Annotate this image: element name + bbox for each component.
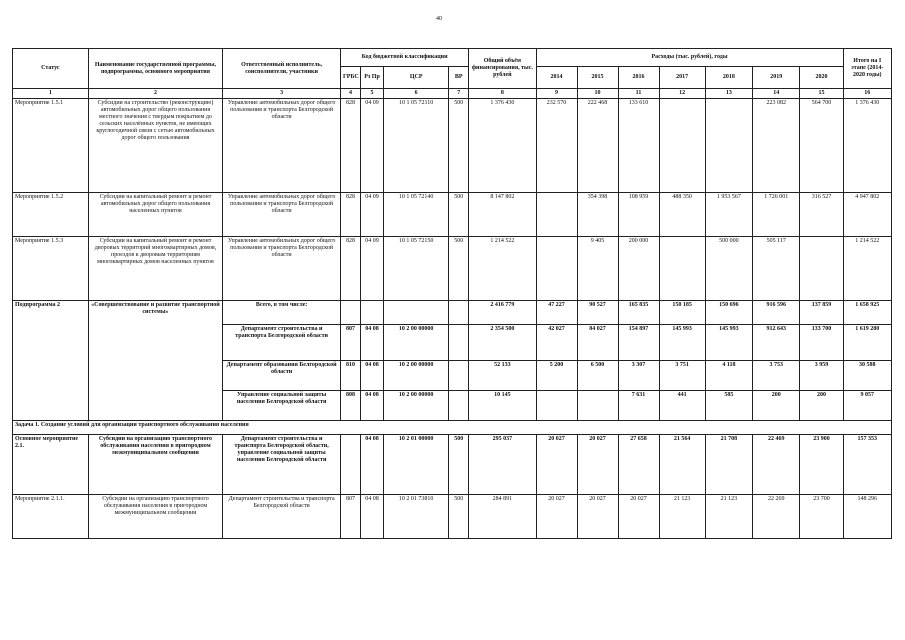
row-year-value: 21 123	[705, 495, 752, 539]
row-status: Мероприятие 1.5.2	[13, 193, 89, 237]
row-executor: Управление автомобильных дорог общего пользования и транспорта Белгородской области	[223, 99, 341, 193]
row-itog: 1 376 430	[843, 99, 891, 193]
subprogram-status: Подпрограмма 2	[13, 301, 89, 421]
column-index: 10	[577, 89, 618, 99]
row-executor: Всего, в том числе:	[223, 301, 341, 325]
row-itog: 9 057	[843, 391, 891, 421]
row-vr: 500	[449, 193, 469, 237]
row-year-value: 4 118	[705, 361, 752, 391]
column-index: 8	[469, 89, 536, 99]
row-year-value: 200	[753, 391, 800, 421]
row-year-value: 22 469	[753, 435, 800, 495]
column-index: 2	[88, 89, 223, 99]
row-year-value: 133 700	[800, 325, 843, 361]
row-year-value: 21 123	[659, 495, 705, 539]
budget-table	[12, 48, 892, 539]
row-executor: Управление автомобильных дорог общего пользования и транспорта Белгородской области	[223, 237, 341, 301]
column-index: 9	[536, 89, 577, 99]
row-vr	[449, 391, 469, 421]
row-csr	[384, 301, 449, 325]
row-vr: 500	[449, 435, 469, 495]
column-index: 3	[223, 89, 341, 99]
page-number: 40	[436, 16, 442, 22]
header-program-name: Наименование государственной программы, подпрограммы, основного мероприятия	[88, 49, 223, 89]
row-vr	[449, 301, 469, 325]
row-grbs	[340, 301, 360, 325]
column-index: 14	[753, 89, 800, 99]
row-year-value: 20 027	[577, 435, 618, 495]
row-year-value: 84 027	[577, 325, 618, 361]
row-total: 8 147 802	[469, 193, 536, 237]
row-year-value: 6 500	[577, 361, 618, 391]
row-year-value: 150 696	[705, 301, 752, 325]
row-status: Мероприятие 2.1.1.	[13, 495, 89, 539]
row-grbs: 808	[340, 391, 360, 421]
header-year: 2015	[577, 67, 618, 89]
row-rzpr: 04 09	[360, 237, 383, 301]
row-csr: 10 1 05 72110	[384, 99, 449, 193]
row-year-value: 9 405	[577, 237, 618, 301]
row-executor: Департамент строительства и транспорта Белгородской области, управление социальной защиты населения Белгородской области	[223, 435, 341, 495]
column-index-row	[13, 89, 892, 99]
row-year-value: 23 700	[800, 495, 843, 539]
row-year-value: 316 527	[800, 193, 843, 237]
row-name: Субсидии на капитальный ремонт и ремонт дворовых территорий многоквартирных домов, проездов к дворовым территориям многоквартирных домов населенных пунктов	[88, 237, 223, 301]
row-year-value: 200 000	[618, 237, 659, 301]
header-status: Статус	[13, 49, 89, 89]
row-total: 1 376 430	[469, 99, 536, 193]
row-year-value	[536, 237, 577, 301]
row-csr: 10 2 01 73810	[384, 495, 449, 539]
header-year: 2014	[536, 67, 577, 89]
row-executor: Департамент образования Белгородской области	[223, 361, 341, 391]
column-index: 16	[843, 89, 891, 99]
row-rzpr: 04 09	[360, 193, 383, 237]
row-grbs: 807	[340, 495, 360, 539]
row-csr: 10 2 00 00000	[384, 325, 449, 361]
row-itog: 148 296	[843, 495, 891, 539]
row-year-value: 21 708	[705, 435, 752, 495]
row-executor: Департамент строительства и транспорта Белгородской области	[223, 495, 341, 539]
row-year-value: 488 350	[659, 193, 705, 237]
column-index: 5	[360, 89, 383, 99]
header-bk-code: Код бюджетной классификации	[340, 49, 468, 67]
row-year-value: 42 027	[536, 325, 577, 361]
header-year: 2020	[800, 67, 843, 89]
row-rzpr: 04 08	[360, 325, 383, 361]
row-year-value: 3 307	[618, 361, 659, 391]
row-status: Основное мероприятие 2.1.	[13, 435, 89, 495]
row-itog: 4 947 802	[843, 193, 891, 237]
row-name: Субсидии на капитальный ремонт и ремонт автомобильных дорог общего пользования населенных пунктов	[88, 193, 223, 237]
row-csr: 10 2 00 00000	[384, 361, 449, 391]
row-vr	[449, 361, 469, 391]
events-group-1	[13, 99, 892, 301]
row-year-value: 505 117	[753, 237, 800, 301]
row-csr: 10 2 01 00000	[384, 435, 449, 495]
column-index: 7	[449, 89, 469, 99]
row-rzpr: 04 08	[360, 435, 383, 495]
row-total: 10 145	[469, 391, 536, 421]
table-row	[13, 495, 892, 539]
row-year-value	[800, 237, 843, 301]
row-year-value: 564 700	[800, 99, 843, 193]
table-row	[13, 301, 892, 325]
row-year-value: 232 570	[536, 99, 577, 193]
header-year: 2018	[705, 67, 752, 89]
row-total: 52 133	[469, 361, 536, 391]
row-status: Мероприятие 1.5.3	[13, 237, 89, 301]
row-year-value: 20 027	[536, 495, 577, 539]
row-year-value: 441	[659, 391, 705, 421]
header-total-volume: Общий объём финансирования, тыс. рублей	[469, 49, 536, 89]
header-vr: ВР	[449, 67, 469, 89]
column-index: 11	[618, 89, 659, 99]
row-year-value: 20 027	[577, 495, 618, 539]
row-year-value: 22 269	[753, 495, 800, 539]
row-csr: 10 1 05 72150	[384, 237, 449, 301]
task-heading: Задача 1. Создание условий для организации транспортного обслуживания населения	[13, 421, 892, 435]
table-row	[13, 237, 892, 301]
row-year-value: 585	[705, 391, 752, 421]
row-year-value: 21 564	[659, 435, 705, 495]
row-year-value: 27 658	[618, 435, 659, 495]
row-name: Субсидии на строительство (реконструкцию) автомобильных дорог общего пользования местного значения с твердым покрытием до сельских населённых пунктов, не имеющих круглогодичной связи с сетью автомобильных дорог общего пользования	[88, 99, 223, 193]
row-year-value: 5 200	[536, 361, 577, 391]
column-index: 4	[340, 89, 360, 99]
row-year-value: 137 859	[800, 301, 843, 325]
table-row	[13, 193, 892, 237]
row-csr: 10 1 05 72140	[384, 193, 449, 237]
row-year-value: 354 398	[577, 193, 618, 237]
row-year-value: 165 835	[618, 301, 659, 325]
row-itog: 1 214 522	[843, 237, 891, 301]
row-rzpr: 04 08	[360, 391, 383, 421]
header-executor: Ответственный исполнитель, соисполнители, участники	[223, 49, 341, 89]
row-total: 1 214 522	[469, 237, 536, 301]
row-year-value: 154 897	[618, 325, 659, 361]
row-vr: 500	[449, 237, 469, 301]
row-year-value	[536, 193, 577, 237]
column-index: 12	[659, 89, 705, 99]
header-year: 2017	[659, 67, 705, 89]
row-vr: 500	[449, 495, 469, 539]
row-year-value: 90 527	[577, 301, 618, 325]
row-year-value: 133 610	[618, 99, 659, 193]
row-name: Субсидии на организацию транспортного обслуживания населения в пригородном межмуниципальном сообщении	[88, 495, 223, 539]
header-itog: Итого на I этапе (2014-2020 годы)	[843, 49, 891, 89]
row-grbs: 810	[340, 361, 360, 391]
row-grbs: 828	[340, 99, 360, 193]
row-itog: 30 588	[843, 361, 891, 391]
row-vr	[449, 325, 469, 361]
header-expenses: Расходы (тыс. рублей), годы	[536, 49, 843, 67]
header-csr: ЦСР	[384, 67, 449, 89]
row-rzpr: 04 09	[360, 99, 383, 193]
row-year-value: 1 726 001	[753, 193, 800, 237]
table-row	[13, 435, 892, 495]
row-executor: Управление социальной защиты населения Белгородской области	[223, 391, 341, 421]
row-year-value: 1 953 567	[705, 193, 752, 237]
row-rzpr: 04 08	[360, 495, 383, 539]
row-grbs: 828	[340, 193, 360, 237]
row-year-value: 145 993	[705, 325, 752, 361]
row-year-value	[577, 391, 618, 421]
row-year-value: 20 027	[618, 495, 659, 539]
row-grbs: 807	[340, 325, 360, 361]
row-year-value: 47 227	[536, 301, 577, 325]
row-year-value	[705, 99, 752, 193]
row-executor: Департамент строительства и транспорта Белгородской области	[223, 325, 341, 361]
row-year-value: 222 468	[577, 99, 618, 193]
events-group-2	[13, 435, 892, 539]
column-index: 15	[800, 89, 843, 99]
row-year-value: 200	[800, 391, 843, 421]
subprogram-name: «Совершенствование и развитие транспортной системы»	[88, 301, 223, 421]
header-year: 2016	[618, 67, 659, 89]
row-total: 2 416 779	[469, 301, 536, 325]
row-rzpr: 04 08	[360, 361, 383, 391]
row-total: 2 354 500	[469, 325, 536, 361]
row-total: 284 891	[469, 495, 536, 539]
row-year-value: 3 751	[659, 361, 705, 391]
row-executor: Управление автомобильных дорог общего пользования и транспорта Белгородской области	[223, 193, 341, 237]
row-itog: 1 658 925	[843, 301, 891, 325]
row-year-value: 150 185	[659, 301, 705, 325]
table-row	[13, 99, 892, 193]
row-rzpr	[360, 301, 383, 325]
column-index: 1	[13, 89, 89, 99]
row-year-value: 3 753	[753, 361, 800, 391]
row-year-value	[659, 237, 705, 301]
row-grbs: 828	[340, 237, 360, 301]
row-year-value	[659, 99, 705, 193]
header-grbs: ГРБС	[340, 67, 360, 89]
row-year-value: 500 000	[705, 237, 752, 301]
row-year-value: 20 027	[536, 435, 577, 495]
row-year-value: 7 631	[618, 391, 659, 421]
subprogram-group	[13, 301, 892, 421]
row-vr: 500	[449, 99, 469, 193]
column-index: 13	[705, 89, 752, 99]
header-year: 2019	[753, 67, 800, 89]
row-year-value: 23 900	[800, 435, 843, 495]
row-year-value: 145 993	[659, 325, 705, 361]
row-total: 295 037	[469, 435, 536, 495]
row-itog: 157 353	[843, 435, 891, 495]
row-year-value	[536, 391, 577, 421]
row-status: Мероприятие 1.5.1	[13, 99, 89, 193]
row-year-value: 108 959	[618, 193, 659, 237]
row-csr: 10 2 00 00000	[384, 391, 449, 421]
row-name: Субсидии на организацию транспортного обслуживания населения в пригородном межмуниципальном сообщении	[88, 435, 223, 495]
row-year-value: 223 082	[753, 99, 800, 193]
row-year-value: 912 643	[753, 325, 800, 361]
header-rzpr: Рз Пр	[360, 67, 383, 89]
row-itog: 1 619 280	[843, 325, 891, 361]
row-year-value: 916 596	[753, 301, 800, 325]
row-grbs	[340, 435, 360, 495]
column-index: 6	[384, 89, 449, 99]
row-year-value: 3 959	[800, 361, 843, 391]
task-group	[13, 421, 892, 435]
